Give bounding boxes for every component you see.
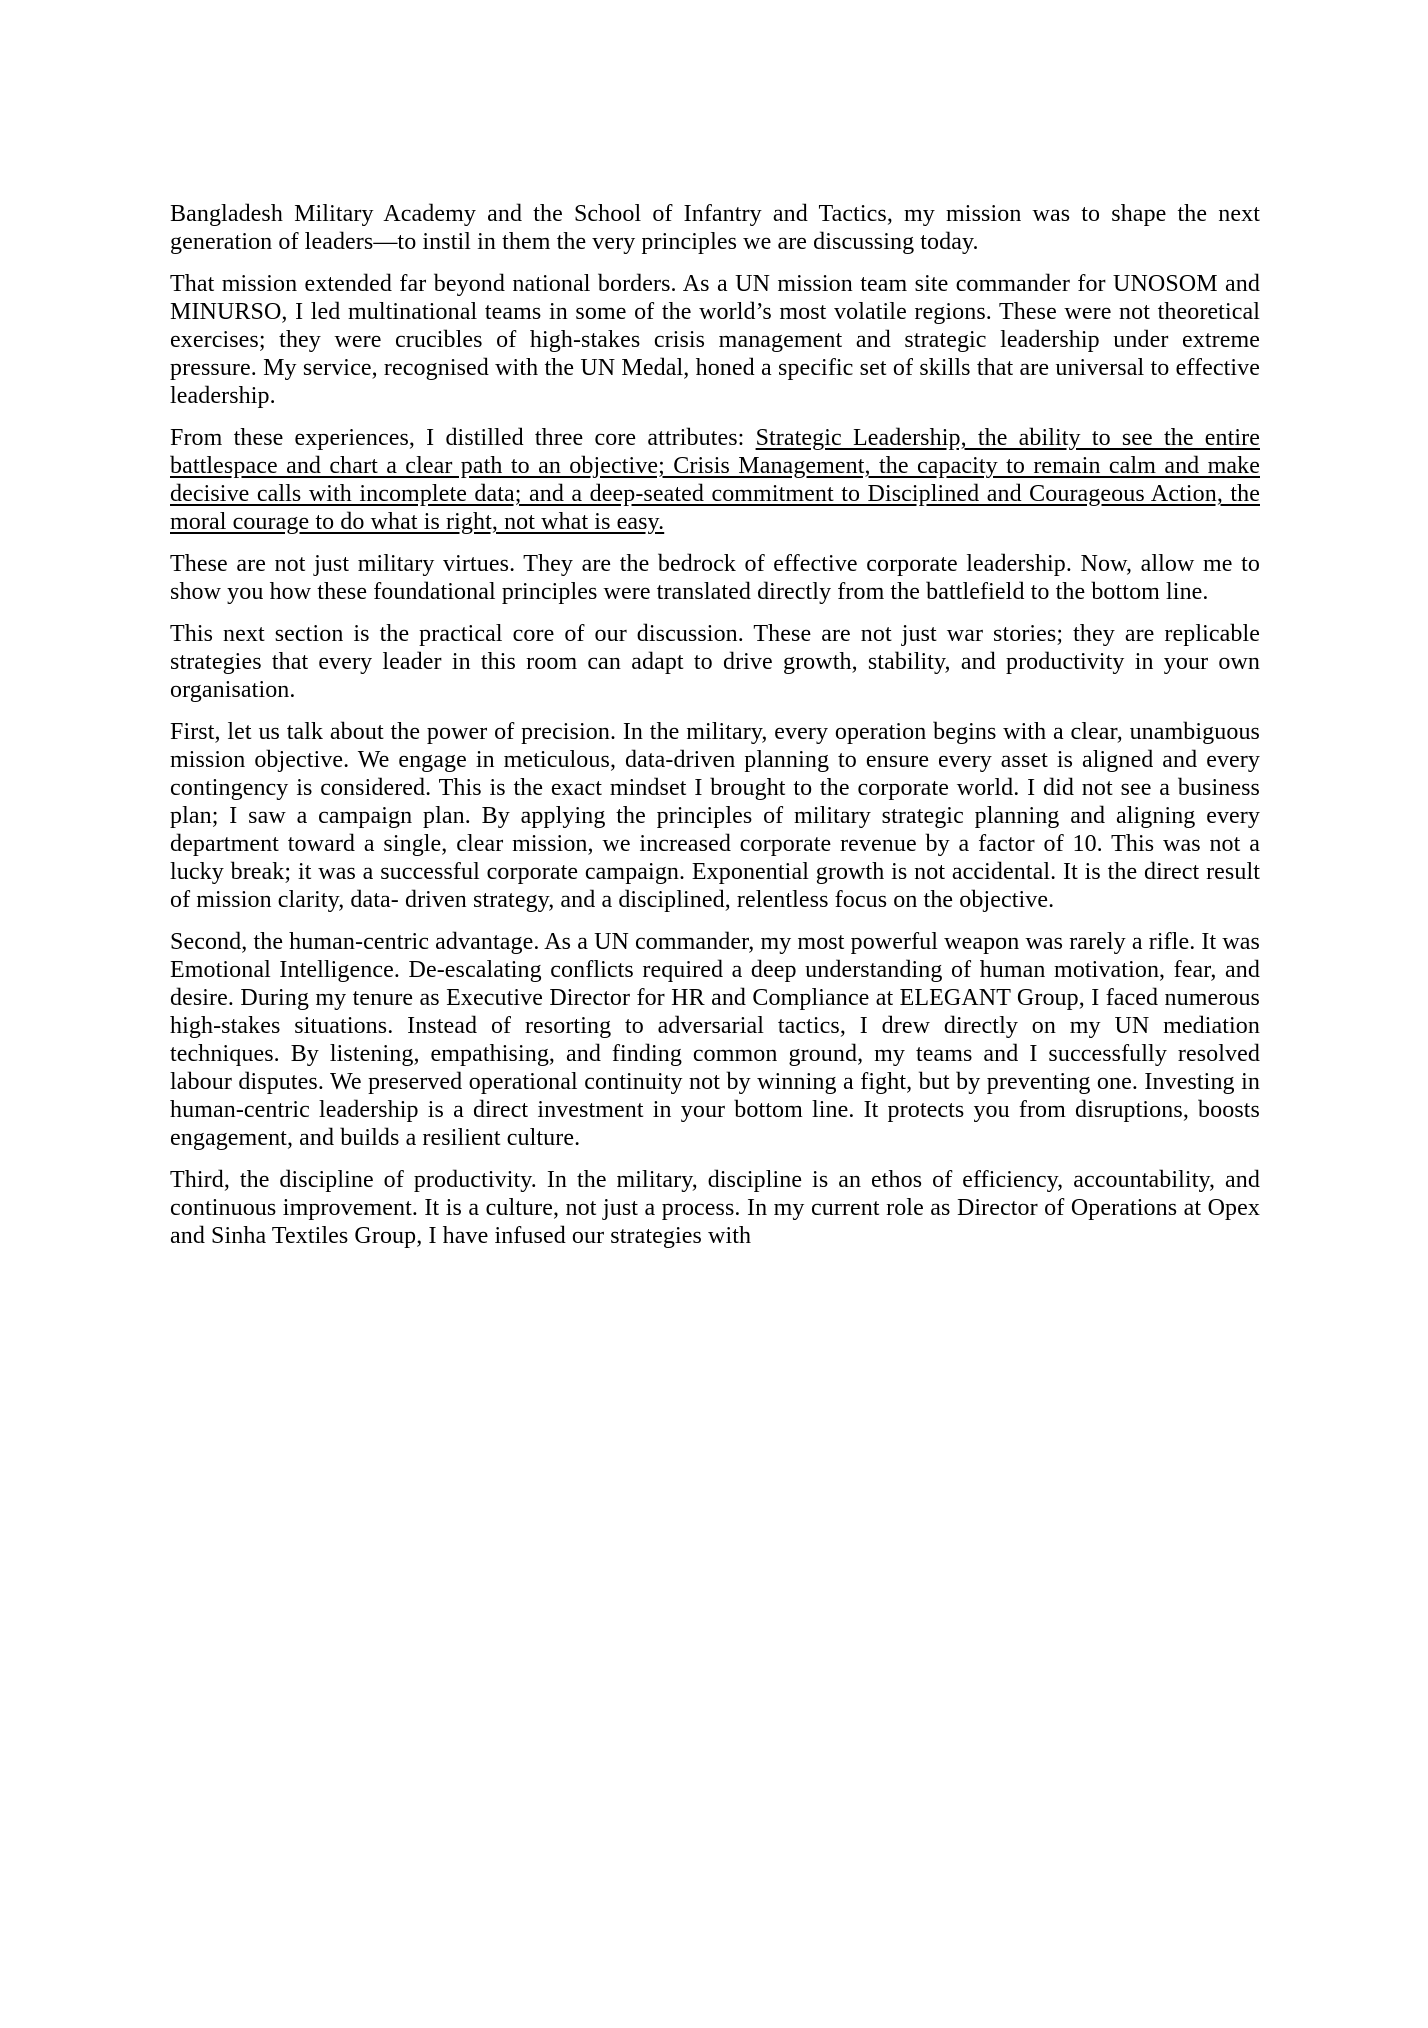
text-run: Bangladesh Military Academy and the School of Infantry and Tactics, my mission was to shape the next generation of leaders—to instil in them the very principles we are discussing today. xyxy=(170,201,1260,255)
paragraph xyxy=(170,928,1260,1152)
text-run: Third, the discipline of productivity. In the military, discipline is an ethos of efficiency, accountability, and continuous improvement. It is a culture, not just a process. In my current role as Director of Operations at Opex and Sinha Textiles Group, I have infused our strategies with xyxy=(170,1167,1260,1249)
underlined-text-run: Strategic Leadership, the ability to see the entire battlespace and chart a clear path to an objective; Crisis Management, the capacity to remain calm and make decisive calls with incomplete data; and a deep-seated commitment to Disciplined and Courageous Action, the moral courage to do what is right, not what is easy. xyxy=(170,425,1260,535)
text-run: Second, the human-centric advantage. As a UN commander, my most powerful weapon was rarely a rifle. It was Emotional Intelligence. De-escalating conflicts required a deep understanding of human motivation, fear, and desire. During my tenure as Executive Director for HR and Compliance at ELEGANT Group, I faced numerous high-stakes situations. Instead of resorting to adversarial tactics, I drew directly on my UN mediation techniques. By listening, empathising, and finding common ground, my teams and I successfully resolved labour disputes. We preserved operational continuity not by winning a fight, but by preventing one. Investing in human-centric leadership is a direct investment in your bottom line. It protects you from disruptions, boosts engagement, and builds a resilient culture. xyxy=(170,929,1260,1151)
paragraph xyxy=(170,718,1260,914)
text-run: From these experiences, I distilled three core attributes: xyxy=(170,425,756,451)
paragraph xyxy=(170,550,1260,606)
text-run: These are not just military virtues. They are the bedrock of effective corporate leadership. Now, allow me to show you how these foundational principles were translated directly from the battlefield to the bottom line. xyxy=(170,551,1260,605)
text-run: This next section is the practical core of our discussion. These are not just war stories; they are replicable strategies that every leader in this room can adapt to drive growth, stability, and productivity in your own organisation. xyxy=(170,621,1260,703)
paragraph xyxy=(170,270,1260,410)
document-body xyxy=(170,200,1260,1264)
text-run: First, let us talk about the power of precision. In the military, every operation begins with a clear, unambiguous mission objective. We engage in meticulous, data-driven planning to ensure every asset is aligned and every contingency is considered. This is the exact mindset I brought to the corporate world. I did not see a business plan; I saw a campaign plan. By applying the principles of military strategic planning and aligning every department toward a single, clear mission, we increased corporate revenue by a factor of 10. This was not a lucky break; it was a successful corporate campaign. Exponential growth is not accidental. It is the direct result of mission clarity, data- driven strategy, and a disciplined, relentless focus on the objective. xyxy=(170,719,1260,913)
paragraph xyxy=(170,620,1260,704)
paragraph xyxy=(170,1166,1260,1250)
paragraph xyxy=(170,424,1260,536)
paragraph xyxy=(170,200,1260,256)
text-run: That mission extended far beyond national borders. As a UN mission team site commander for UNOSOM and MINURSO, I led multinational teams in some of the world’s most volatile regions. These were not theoretical exercises; they were crucibles of high-stakes crisis management and strategic leadership under extreme pressure. My service, recognised with the UN Medal, honed a specific set of skills that are universal to effective leadership. xyxy=(170,271,1260,409)
